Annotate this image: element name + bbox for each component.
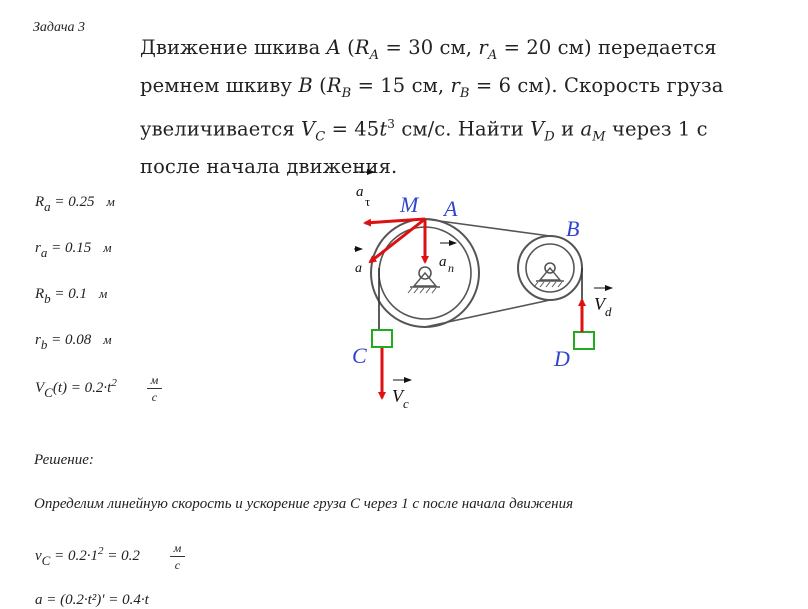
problem-line-4: после начала движения. bbox=[140, 155, 398, 179]
problem-line-2: ремнем шкиву B ($R_B = 15$ см, $r_B = 6$ см). Скорость груза bbox=[140, 73, 724, 101]
label-b: B bbox=[566, 216, 580, 241]
vc-value-unit-fraction: $\frac{м}{с}$ bbox=[170, 540, 186, 573]
param-Rb: $R_b = 0.1$ м bbox=[35, 286, 108, 306]
vc-value: $v_C = 0.2\cdot 1^2 = 0.2$ $\frac{м}{с}$ bbox=[35, 540, 185, 573]
pulley-b bbox=[518, 236, 582, 300]
param-ra: $r_a = 0.15$ м bbox=[35, 240, 112, 260]
solution-title: Решение: bbox=[34, 452, 94, 468]
task-label: Задача 3 bbox=[33, 20, 86, 35]
label-a-tau-sub: τ bbox=[365, 194, 371, 209]
vc-unit-fraction: $\frac{м}{с}$ bbox=[147, 372, 163, 405]
solution-step: Определим линейную скорость и ускорение груза С через 1 с после начала движения bbox=[34, 496, 574, 512]
label-vc: V bbox=[392, 386, 403, 406]
label-vd-sub: d bbox=[605, 304, 612, 319]
label-vc-sub: c bbox=[403, 396, 409, 411]
label-d: D bbox=[554, 346, 570, 371]
label-m: M bbox=[400, 192, 419, 217]
param-Ra: $R_a = 0.25$ м bbox=[35, 194, 115, 214]
load-d bbox=[574, 332, 594, 349]
label-a-total: a bbox=[355, 261, 362, 276]
param-rb: $r_b = 0.08$ м bbox=[35, 332, 112, 352]
label-a-tau: a bbox=[356, 184, 364, 200]
label-a-n-sub: n bbox=[448, 261, 454, 275]
problem-line-3: увеличивается $V_C = 45t^3$ см/с. Найти $V_D$ и $a_M$ через 1 с bbox=[140, 116, 708, 145]
label-vd: V bbox=[594, 294, 605, 314]
label-c: C bbox=[352, 343, 367, 368]
a-tau-arrow bbox=[365, 219, 425, 223]
load-c bbox=[372, 330, 392, 347]
ac-formula-partial: a = (0.2·t²)' = 0.4·t bbox=[35, 592, 149, 608]
label-a: A bbox=[444, 196, 458, 221]
label-a-n: a bbox=[439, 254, 447, 270]
problem-line-1: Движение шкива A ($R_A = 30$ см, $r_A = 20$ см) передается bbox=[140, 36, 717, 63]
belt bbox=[425, 219, 550, 327]
vc-formula: $V_C(t) = 0.2\cdot t^2$ $\frac{м}{с}$ bbox=[35, 372, 162, 405]
